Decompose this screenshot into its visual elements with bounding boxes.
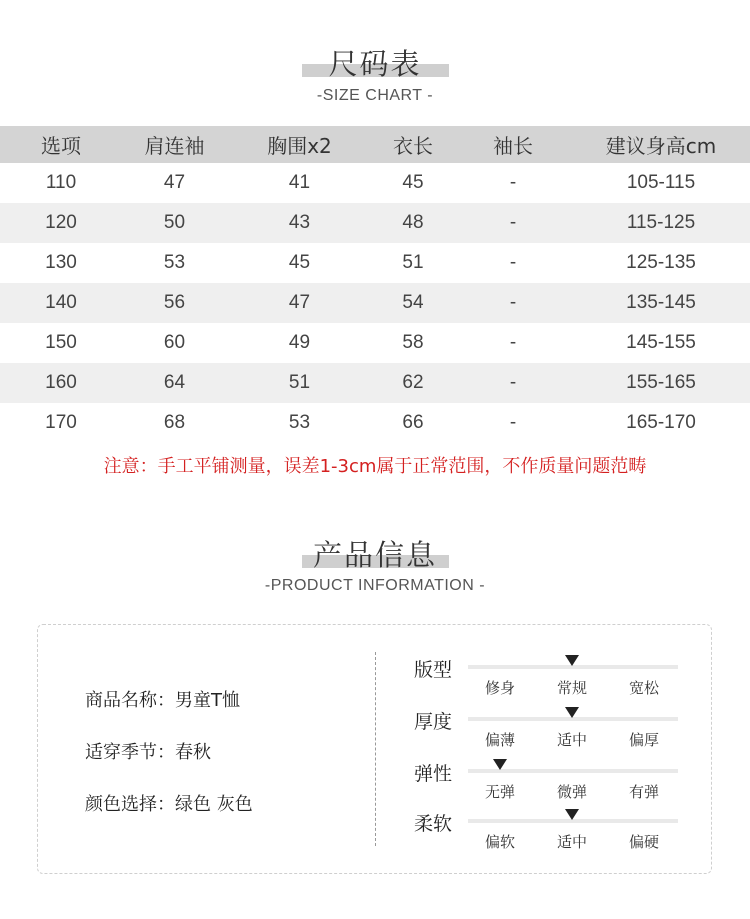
column-header: 袖长 xyxy=(493,134,533,158)
table-cell: 45 xyxy=(402,172,424,193)
table-cell: 47 xyxy=(288,292,311,313)
table-cell: 60 xyxy=(163,332,186,353)
table-cell: 49 xyxy=(288,332,311,353)
size-table xyxy=(0,126,750,443)
table-cell: 125-135 xyxy=(626,252,696,273)
table-cell: - xyxy=(509,172,517,193)
scale-option: 无弹 xyxy=(484,783,515,801)
scale-option: 偏软 xyxy=(484,833,515,851)
table-cell: 58 xyxy=(402,332,424,353)
size-chart-title-block xyxy=(0,42,750,83)
table-cell: 48 xyxy=(402,212,424,233)
scale-option: 微弹 xyxy=(556,783,587,801)
table-row xyxy=(0,323,750,363)
table-cell: - xyxy=(509,292,517,313)
detail-value: 春秋 xyxy=(175,742,211,763)
product-info-title: 产品信息 xyxy=(312,538,437,572)
scale-marker xyxy=(565,707,579,718)
scale-option: 适中 xyxy=(556,833,587,851)
table-cell: 115-125 xyxy=(626,212,696,233)
table-row xyxy=(0,363,750,403)
table-cell: - xyxy=(509,252,517,273)
scale-marker xyxy=(565,655,579,666)
column-header: 胸围x2 xyxy=(267,134,332,158)
measurement-notice: 注意：手工平铺测量，误差1-3cm属于正常范围，不作质量问题范畴 xyxy=(103,456,647,477)
scale-option: 偏硬 xyxy=(628,833,659,851)
vertical-divider xyxy=(375,652,376,846)
column-header: 肩连袖 xyxy=(144,134,205,158)
table-cell: 51 xyxy=(402,252,424,273)
table-cell: 160 xyxy=(45,372,77,393)
scale-option: 有弹 xyxy=(628,783,659,801)
color-line xyxy=(85,790,253,816)
table-row xyxy=(0,203,750,243)
table-cell: 64 xyxy=(163,372,186,393)
detail-label: 适穿季节： xyxy=(85,742,175,763)
table-cell: 120 xyxy=(45,212,77,233)
table-cell: 66 xyxy=(402,412,424,433)
table-cell: 170 xyxy=(45,412,77,433)
size-chart-title: 尺码表 xyxy=(328,47,422,81)
table-cell: 54 xyxy=(402,292,424,313)
scale-marker xyxy=(493,759,507,770)
column-header: 建议身高cm xyxy=(605,134,717,158)
column-header: 选项 xyxy=(41,134,81,158)
table-cell: 135-145 xyxy=(626,292,696,313)
table-cell: 145-155 xyxy=(626,332,696,353)
table-cell: 140 xyxy=(45,292,77,313)
attr-name-softness: 柔软 xyxy=(414,813,453,835)
table-row xyxy=(0,243,750,283)
attr-name-elasticity: 弹性 xyxy=(414,763,453,785)
table-cell: 68 xyxy=(163,412,186,433)
scale-option: 宽松 xyxy=(628,679,659,697)
table-cell: 41 xyxy=(288,172,311,193)
scale-option: 适中 xyxy=(556,731,587,749)
table-cell: 56 xyxy=(163,292,186,313)
table-cell: 51 xyxy=(288,372,311,393)
table-cell: 53 xyxy=(288,412,311,433)
detail-value: 绿色 灰色 xyxy=(175,794,253,815)
table-cell: 43 xyxy=(288,212,311,233)
product-info-box xyxy=(37,624,712,874)
table-cell: 62 xyxy=(402,372,424,393)
detail-value: 男童T恤 xyxy=(175,690,240,711)
table-cell: 105-115 xyxy=(626,172,696,193)
table-cell: 45 xyxy=(288,252,311,273)
table-row xyxy=(0,163,750,203)
table-cell: 53 xyxy=(163,252,186,273)
attr-name-thickness: 厚度 xyxy=(414,711,453,733)
size-chart-subtitle: -SIZE CHART - xyxy=(316,87,434,104)
table-row xyxy=(0,283,750,323)
table-cell: 110 xyxy=(45,172,77,193)
table-cell: - xyxy=(509,412,517,433)
table-cell: 155-165 xyxy=(626,372,696,393)
table-cell: - xyxy=(509,372,517,393)
scale-option: 偏薄 xyxy=(484,731,515,749)
scale-option: 常规 xyxy=(556,679,587,697)
table-cell: 165-170 xyxy=(626,412,696,433)
column-header: 衣长 xyxy=(393,134,433,158)
season-line xyxy=(85,738,211,764)
scale-option: 偏厚 xyxy=(628,731,659,749)
product-info-title-block xyxy=(0,533,750,574)
table-cell: 150 xyxy=(45,332,77,353)
attr-name-fit: 版型 xyxy=(414,659,453,681)
table-row xyxy=(0,403,750,443)
table-cell: - xyxy=(509,212,517,233)
scale-option: 修身 xyxy=(484,679,515,697)
detail-label: 颜色选择： xyxy=(85,794,175,815)
detail-label: 商品名称： xyxy=(85,690,175,711)
table-cell: 130 xyxy=(45,252,77,273)
table-cell: 47 xyxy=(163,172,186,193)
table-cell: 50 xyxy=(163,212,186,233)
table-header-row xyxy=(0,126,750,163)
product-name-line xyxy=(85,686,240,712)
product-info-subtitle: -PRODUCT INFORMATION - xyxy=(264,577,486,594)
scale-marker xyxy=(565,809,579,820)
table-cell: - xyxy=(509,332,517,353)
